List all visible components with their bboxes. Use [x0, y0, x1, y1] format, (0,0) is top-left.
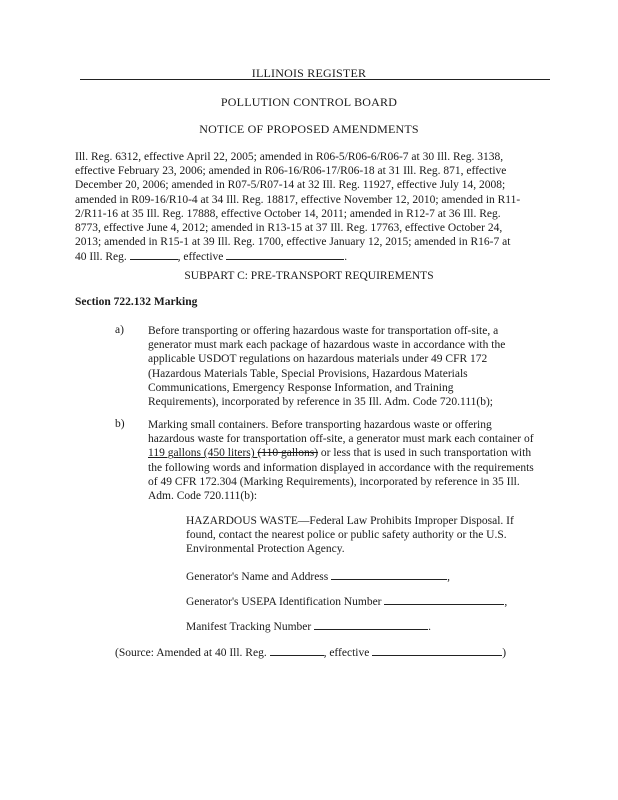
item-b-label: b)	[115, 418, 125, 430]
item-a-line: generator must mark each package of hazardous waste in accordance with the	[148, 339, 506, 352]
manifest-period: .	[428, 621, 431, 633]
manifest-label: Manifest Tracking Number	[186, 621, 312, 633]
history-reg-prefix: 40 Ill. Reg.	[75, 251, 127, 264]
item-b-line: Adm. Code 720.111(b):	[148, 490, 258, 503]
history-line: amended in R09-16/R10-4 at 34 Ill. Reg. 18817, effective November 12, 2010; amended in R11-	[75, 193, 521, 206]
subpart-heading: SUBPART C: PRE-TRANSPORT REQUIREMENTS	[184, 270, 434, 282]
usepa-id-comma: ,	[504, 596, 508, 608]
item-a-label: a)	[115, 324, 124, 336]
history-line: December 20, 2006; amended in R07-5/R07-14 at 32 Ill. Reg. 11927, effective July 14, 2008;	[75, 179, 506, 192]
item-a-line: Before transporting or offering hazardous waste for transportation off-site, a	[148, 325, 499, 337]
history-line: effective February 23, 2006; amended in R06-16/R06-17/R06-18 at 31 Ill. Reg. 871, effective	[75, 165, 507, 178]
header-rule	[80, 79, 550, 80]
agency-title: POLLUTION CONTROL BOARD	[220, 95, 398, 109]
usepa-id-label: Generator's USEPA Identification Number	[186, 596, 382, 608]
hazardous-waste-warning	[186, 514, 546, 557]
item-b-line: of 49 CFR 172.304 (Marking Requirements), incorporated by reference in 35 Ill.	[148, 475, 520, 488]
item-b-line: the following words and information displayed in accordance with the requirements	[148, 461, 534, 474]
manifest-blank	[314, 619, 428, 630]
usepa-id-blank	[384, 594, 504, 605]
section-heading: Section 722.132 Marking	[75, 296, 198, 308]
item-b-line: hazardous waste for transportation off-site, a generator must mark each container of	[148, 433, 534, 446]
history-effective: , effective	[177, 251, 224, 264]
history-reg-blank	[130, 249, 178, 260]
item-b-text	[148, 418, 548, 503]
inserted-text: 119 gallons	[148, 447, 201, 460]
generator-name-field	[186, 569, 546, 584]
source-reg-blank	[270, 645, 324, 656]
history-line: 8773, effective June 4, 2012; amended in R13-15 at 37 Ill. Reg. 17763, effective October 24,	[75, 222, 503, 235]
item-a-text	[148, 324, 548, 409]
generator-name-comma: ,	[447, 571, 451, 583]
source-note	[115, 645, 525, 660]
manifest-field	[186, 619, 546, 634]
source-effective: , effective	[323, 647, 370, 659]
history-line: 2013; amended in R15-1 at 39 Ill. Reg. 1700, effective January 12, 2015; amended in R16-7 at	[75, 236, 511, 249]
item-a-line: Communications, Emergency Response Information, and Training	[148, 381, 454, 394]
source-close-paren: )	[502, 647, 507, 659]
warning-line: Environmental Protection Agency.	[186, 543, 345, 556]
deleted-text: (110 gallons)	[257, 447, 319, 460]
item-a-line: applicable USDOT regulations on hazardous materials under 49 CFR 172	[148, 353, 488, 366]
history-paragraph	[75, 150, 545, 265]
usepa-id-field	[186, 594, 546, 609]
history-line: Ill. Reg. 6312, effective April 22, 2005; amended in R06-5/R06-6/R06-7 at 30 Ill. Reg. 3138,	[75, 151, 504, 163]
item-b-amended-line	[148, 446, 548, 460]
source-prefix: (Source: Amended at 40 Ill. Reg.	[115, 647, 267, 659]
item-a-line: (Hazardous Materials Table, Special Provisions, Hazardous Materials	[148, 367, 468, 380]
inserted-liters-text: (450 liters)	[200, 447, 258, 460]
warning-line: HAZARDOUS WASTE—Federal Law Prohibits Improper Disposal. If	[186, 515, 514, 527]
notice-title: NOTICE OF PROPOSED AMENDMENTS	[199, 122, 419, 136]
history-last-line	[75, 249, 545, 264]
warning-line: found, contact the nearest police or public safety authority or the U.S.	[186, 529, 507, 542]
history-date-blank	[226, 249, 344, 260]
history-period: .	[344, 251, 348, 264]
register-title: ILLINOIS REGISTER	[251, 66, 367, 80]
item-a-line: Requirements), incorporated by reference in 35 Ill. Adm. Code 720.111(b);	[148, 396, 494, 409]
source-date-blank	[372, 645, 502, 656]
item-b-line-rest: or less that is used in such transportation with	[318, 447, 532, 460]
history-line: 2/R11-16 at 35 Ill. Reg. 17888, effective October 14, 2011; amended in R12-7 at 36 Ill. Reg.	[75, 207, 501, 220]
generator-name-blank	[331, 569, 447, 580]
item-b-line: Marking small containers. Before transporting hazardous waste or offering	[148, 419, 492, 431]
generator-name-label: Generator's Name and Address	[186, 571, 329, 583]
